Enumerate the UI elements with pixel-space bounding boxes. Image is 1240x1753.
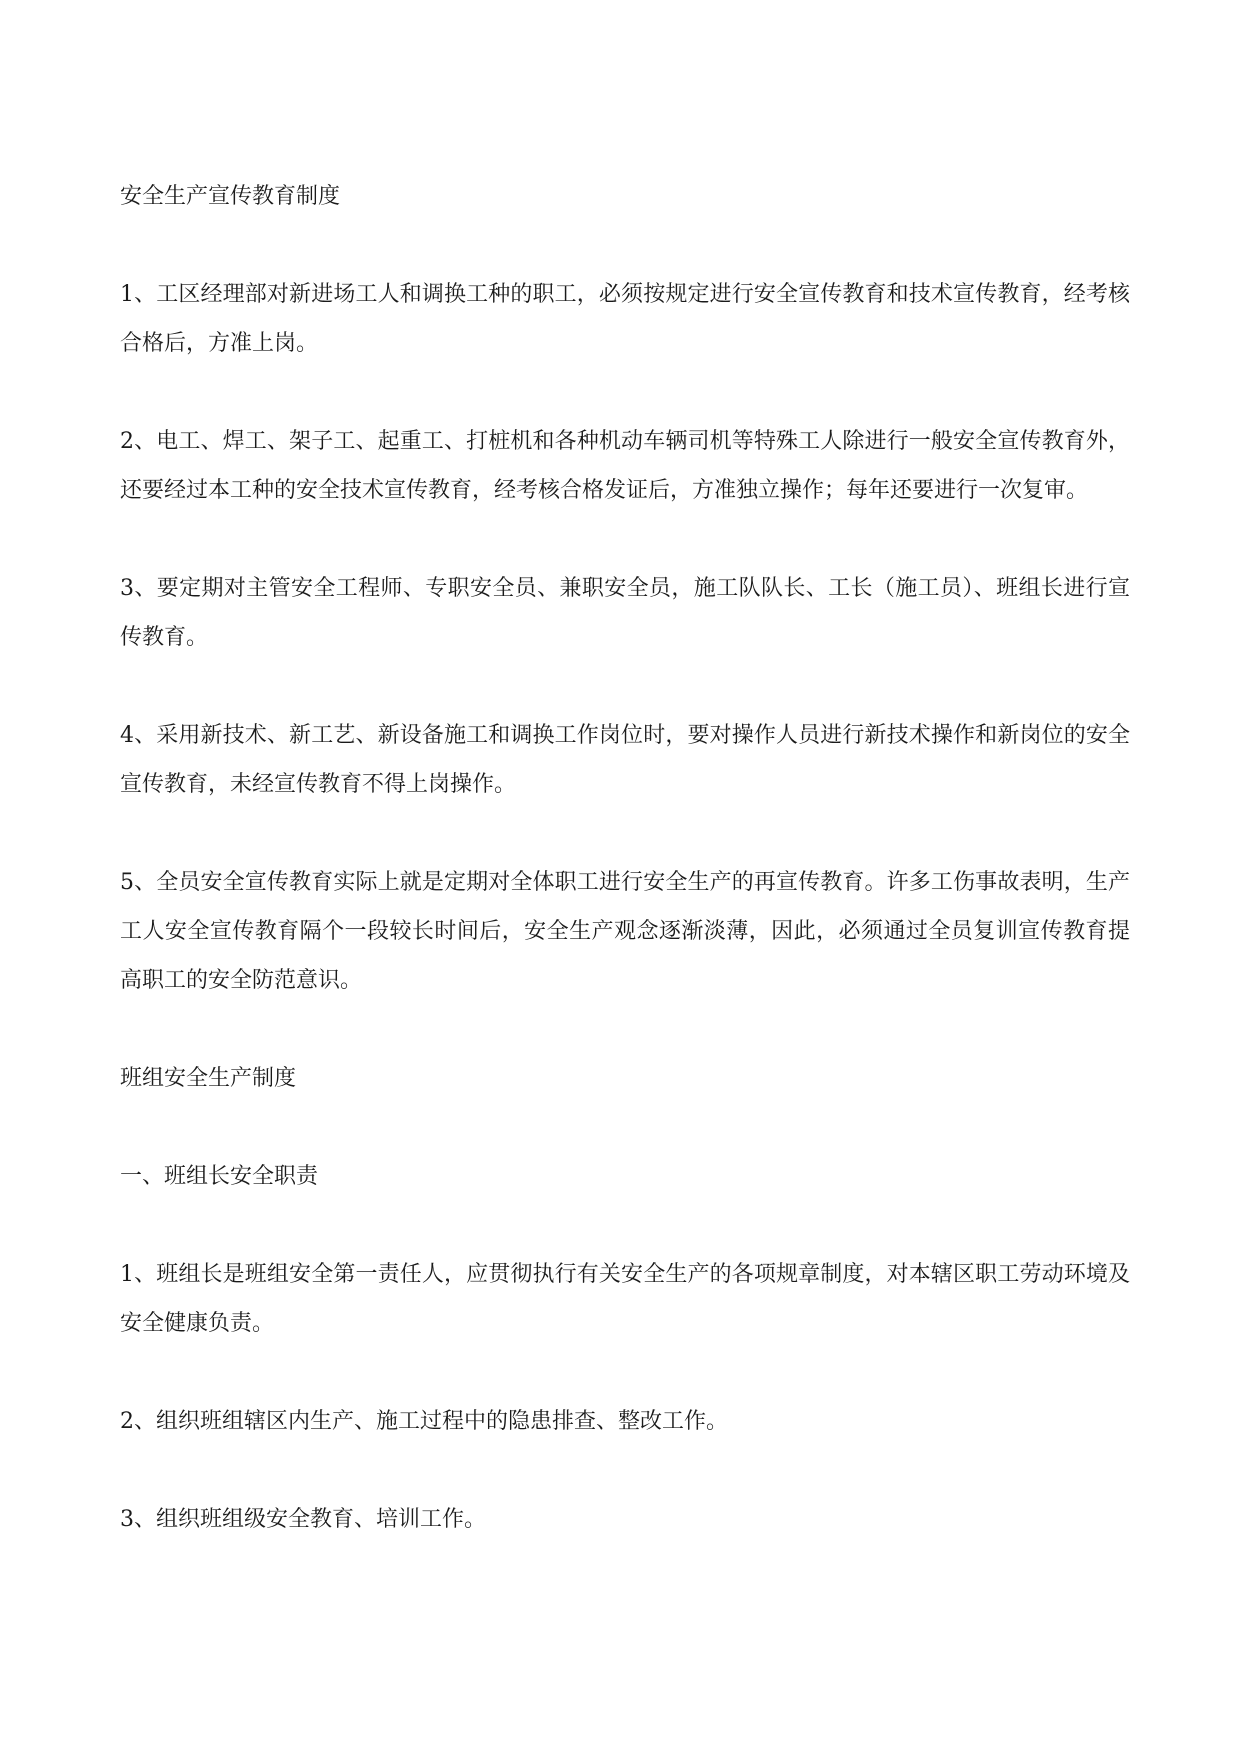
paragraph-item: 1、工区经理部对新进场工人和调换工种的职工，必须按规定进行安全宣传教育和技术宣传教育，经考核合格后，方准上岗。 xyxy=(120,282,1130,356)
paragraph-item: 3、组织班组级安全教育、培训工作。 xyxy=(120,1507,486,1532)
paragraph-item: 1、班组长是班组安全第一责任人，应贯彻执行有关安全生产的各项规章制度，对本辖区职工劳动环境及安全健康负责。 xyxy=(120,1262,1130,1336)
paragraph-item: 3、要定期对主管安全工程师、专职安全员、兼职安全员，施工队队长、工长（施工员）、班组长进行宣传教育。 xyxy=(120,576,1130,650)
section-title-safety-education: 安全生产宣传教育制度 xyxy=(120,184,341,209)
paragraph-item: 4、采用新技术、新工艺、新设备施工和调换工作岗位时，要对操作人员进行新技术操作和新岗位的安全宣传教育，未经宣传教育不得上岗操作。 xyxy=(120,723,1130,797)
paragraph-item: 2、电工、焊工、架子工、起重工、打桩机和各种机动车辆司机等特殊工人除进行一般安全宣传教育外，还要经过本工种的安全技术宣传教育，经考核合格发证后，方准独立操作；每年还要进行一次复审。 xyxy=(120,429,1130,503)
paragraph-item: 5、全员安全宣传教育实际上就是定期对全体职工进行安全生产的再宣传教育。许多工伤事故表明，生产工人安全宣传教育隔个一段较长时间后，安全生产观念逐渐淡薄，因此，必须通过全员复训宣传教育提高职工的安全防范意识。 xyxy=(120,870,1130,993)
paragraph-item: 2、组织班组辖区内生产、施工过程中的隐患排查、整改工作。 xyxy=(120,1409,728,1434)
subsection-title-team-leader-duties: 一、班组长安全职责 xyxy=(120,1164,319,1189)
section-title-team-safety: 班组安全生产制度 xyxy=(120,1066,297,1091)
document-body xyxy=(120,172,1130,1593)
